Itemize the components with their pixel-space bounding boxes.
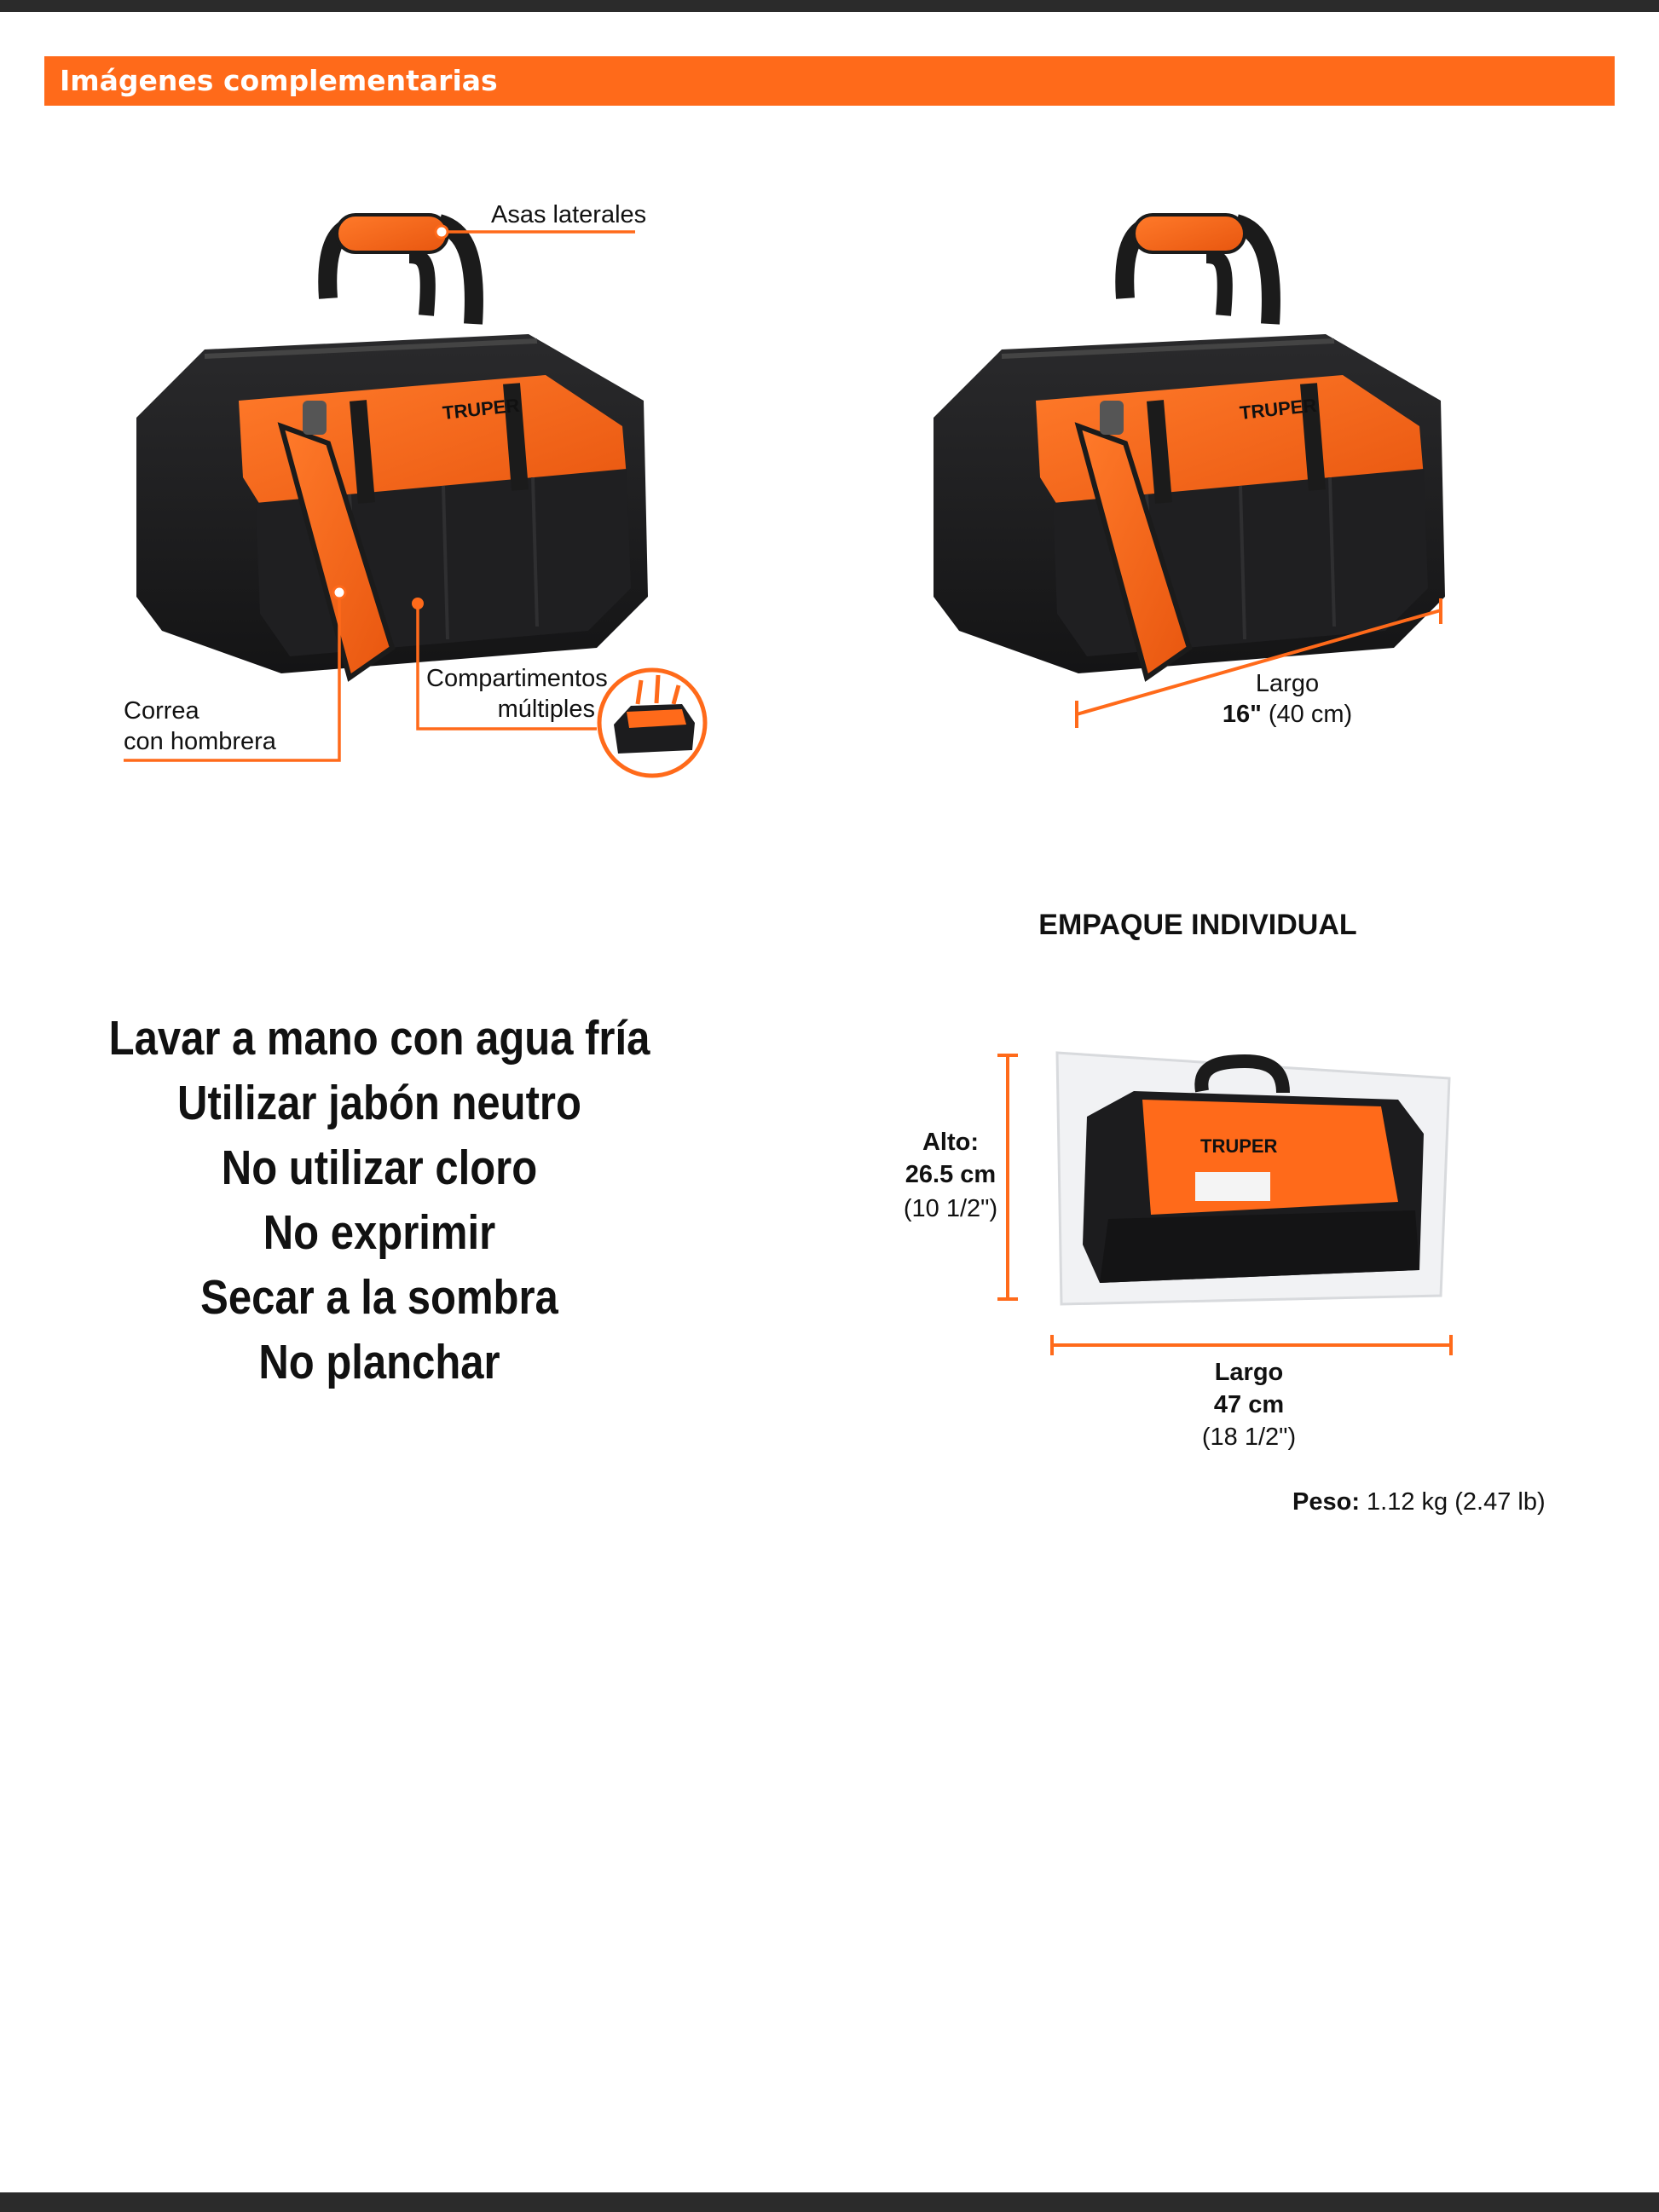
height-in: (10 1/2") (903, 1195, 998, 1222)
pack-length-in: (18 1/2") (1201, 1424, 1297, 1451)
bag-brand-1: TRUPER (441, 394, 521, 424)
callout-handles: Asas laterales (491, 201, 647, 228)
weight-info (1292, 1488, 1546, 1516)
care-line: Secar a la sombra (200, 1270, 558, 1325)
pack-length-label: Largo (1214, 1359, 1284, 1386)
product2-length-label: Largo (1255, 670, 1320, 697)
care-line: No planchar (258, 1335, 500, 1389)
care-line: No exprimir (263, 1205, 496, 1260)
height-cm: 26.5 cm (905, 1161, 997, 1188)
section-title: Imágenes complementarias (60, 64, 498, 97)
bag-brand-2: TRUPER (1238, 394, 1318, 424)
callout-strap-line2: con hombrera (124, 728, 276, 755)
product2-length-cm: (40 cm) (1268, 701, 1353, 728)
callout-compartments-line2: múltiples (497, 696, 595, 723)
care-line: Utilizar jabón neutro (177, 1076, 581, 1130)
care-line: No utilizar cloro (221, 1141, 538, 1195)
weight-value: 1.12 kg (2.47 lb) (1367, 1488, 1546, 1516)
package-brand: TRUPER (1200, 1135, 1278, 1157)
weight-label: Peso: (1292, 1488, 1360, 1516)
pack-length-dimension-line (1052, 1335, 1451, 1355)
product2-length-in: 16" (1222, 701, 1262, 728)
height-label: Alto: (922, 1129, 980, 1156)
callout-strap-line1: Correa (124, 697, 199, 725)
bottom-bar (0, 2192, 1659, 2212)
callout-compartments-line1: Compartimentos (426, 665, 608, 692)
packaging-title: EMPAQUE INDIVIDUAL (1038, 909, 1357, 941)
care-line: Lavar a mano con agua fría (108, 1011, 650, 1066)
pack-length-cm: 47 cm (1213, 1391, 1285, 1418)
